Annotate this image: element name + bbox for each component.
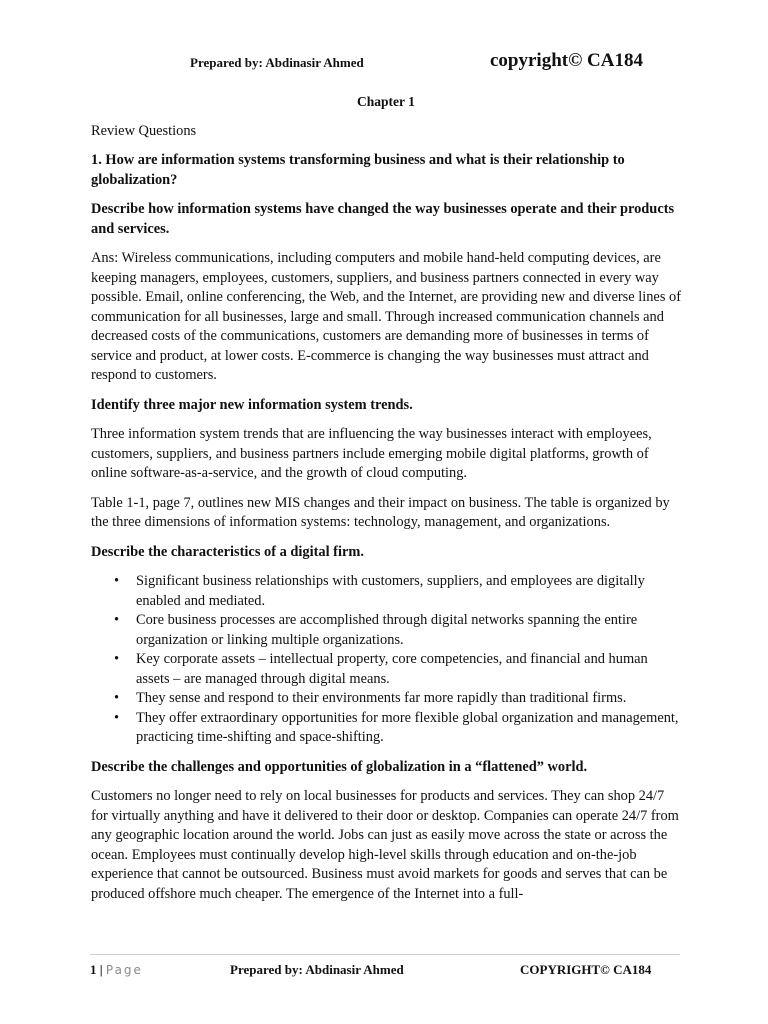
table-note: Table 1-1, page 7, outlines new MIS changes and their impact on business. The table is organized by the three dimensions of information systems: technology, management, and organizations. (91, 494, 670, 530)
page-header (0, 50, 768, 78)
answer-trends: Three information system trends that are influencing the way businesses interact with employees, customers, suppliers, and business partners include emerging mobile digital platforms, growth of online software-as-a-service, and the growth of cloud computing. (91, 426, 652, 481)
section-title: Review Questions (91, 122, 197, 139)
answer-globalization: Customers no longer need to rely on local businesses for products and services. They can shop 24/7 for virtually anything and have it delivered to their door or desktop. Companies can operate 24/7 from any geographic location around the world. Jobs can just as easily move across the state or across the ocean. Employees must continually develop high-level skills through education and on-the-job experience that cannot be outsourced. Business must avoid markets for goods and serves that can be produced offshore much cheaper. The emergence of the Internet into a full- (91, 788, 679, 902)
header-prepared-by: Prepared by: Abdinasir Ahmed (190, 55, 364, 70)
sub-question-digital-firm: Describe the characteristics of a digital firm. (91, 543, 364, 560)
footer-page-number (90, 962, 143, 978)
page-separator: | (96, 962, 106, 977)
footer-divider (90, 954, 680, 955)
page-number: 1 (90, 962, 97, 977)
sub-question-operations: Describe how information systems have changed the way businesses operate and their products and services. (91, 201, 675, 237)
document-body (91, 92, 681, 914)
digital-firm-list (91, 572, 681, 748)
footer-copyright: COPYRIGHT© CA184 (520, 962, 652, 977)
chapter-title: Chapter 1 (357, 94, 415, 109)
list-item: • Core business processes are accomplished through digital networks spanning the entire organization or linking multiple organizations. (136, 611, 681, 650)
page-label: Page (105, 963, 143, 977)
header-copyright: copyright© CA184 (490, 50, 643, 71)
sub-question-globalization: Describe the challenges and opportunities of globalization in a “flattened” world. (91, 758, 588, 775)
list-item: • They offer extraordinary opportunities for more flexible global organization and management, practicing time-shifting and space-shifting. (136, 709, 681, 748)
list-item: • Significant business relationships with customers, suppliers, and employees are digitally enabled and mediated. (136, 572, 681, 611)
list-item: • They sense and respond to their environments far more rapidly than traditional firms. (136, 689, 681, 709)
footer-prepared-by: Prepared by: Abdinasir Ahmed (230, 962, 404, 977)
answer-operations: Ans: Wireless communications, including computers and mobile hand-held computing devices, are keeping managers, employees, customers, suppliers, and business partners connected in every way possible. Email, online conferencing, the Web, and the Internet, are providing new and diverse lines of communication for all businesses, large and small. Through increased communication channels and decreased costs of the communications, customers are demanding more of businesses in terms of service and product, at lower costs. E-commerce is changing the way businesses must attract and respond to customers. (91, 250, 682, 383)
list-item: • Key corporate assets – intellectual property, core competencies, and financial and human assets – are managed through digital means. (136, 650, 681, 689)
sub-question-trends: Identify three major new information system trends. (91, 396, 413, 413)
question-1: 1. How are information systems transforming business and what is their relationship to globalization? (91, 152, 625, 188)
